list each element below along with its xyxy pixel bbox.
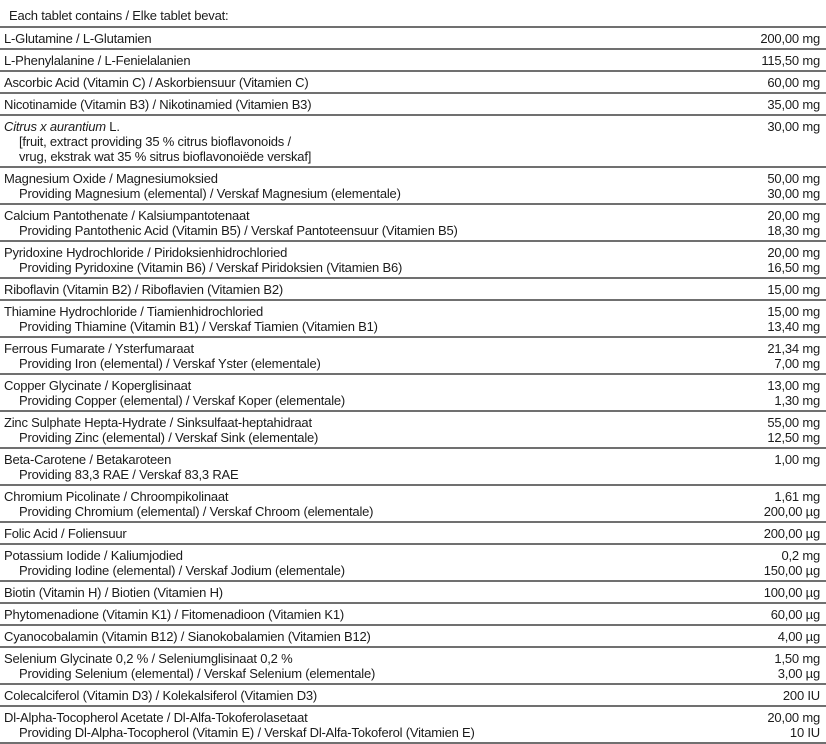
ingredient-line [4, 31, 820, 46]
ingredient-amount: 150,00 µg [763, 562, 820, 578]
ingredient-line [4, 208, 820, 223]
ingredient-subline [4, 467, 820, 482]
table-header [0, 5, 826, 28]
table-row [0, 28, 826, 50]
ingredient-amount: 55,00 mg [767, 414, 820, 430]
ingredient-line [4, 75, 820, 90]
table-row [0, 486, 826, 523]
ingredient-amount: 4,00 µg [777, 628, 820, 644]
table-row [0, 50, 826, 72]
ingredient-name: Beta-Carotene / Betakaroteen [4, 451, 172, 467]
ingredient-name: Citrus x aurantium L. [4, 118, 120, 134]
table-row [0, 205, 826, 242]
ingredient-line [4, 710, 820, 725]
ingredient-line [4, 629, 820, 644]
ingredient-line [4, 304, 820, 319]
ingredient-amount: 13,40 mg [767, 318, 820, 334]
ingredient-name: Nicotinamide (Vitamin B3) / Nikotinamied (Vitamien B3) [4, 96, 312, 112]
ingredient-subline [4, 666, 820, 681]
ingredient-subline [4, 134, 820, 149]
ingredient-amount: 30,00 mg [767, 118, 820, 134]
table-row [0, 279, 826, 301]
ingredient-name: Riboflavin (Vitamin B2) / Riboflavien (Vitamien B2) [4, 281, 284, 297]
ingredient-subline [4, 393, 820, 408]
ingredient-name: Biotin (Vitamin H) / Biotien (Vitamien H) [4, 584, 223, 600]
ingredient-line [4, 688, 820, 703]
ingredient-line [4, 245, 820, 260]
ingredient-amount: 1,00 mg [774, 451, 820, 467]
ingredient-name: Providing Zinc (elemental) / Verskaf Sink (elementale) [19, 429, 319, 445]
ingredient-name: Providing Iron (elemental) / Verskaf Yster (elementale) [19, 355, 321, 371]
table-row [0, 582, 826, 604]
ingredient-amount: 50,00 mg [767, 170, 820, 186]
ingredient-subline [4, 356, 820, 371]
ingredient-amount: 115,50 mg [761, 52, 820, 68]
ingredient-line [4, 171, 820, 186]
ingredient-amount: 60,00 µg [770, 606, 820, 622]
ingredient-amount: 30,00 mg [767, 185, 820, 201]
ingredient-amount: 16,50 mg [767, 259, 820, 275]
ingredient-amount: 60,00 mg [767, 74, 820, 90]
ingredient-line [4, 607, 820, 622]
ingredient-amount: 12,50 mg [767, 429, 820, 445]
ingredient-amount: 15,00 mg [767, 281, 820, 297]
ingredient-subline [4, 186, 820, 201]
ingredient-name: Providing Chromium (elemental) / Verskaf Chroom (elementale) [19, 503, 374, 519]
ingredient-subline [4, 725, 820, 740]
ingredient-name: Thiamine Hydrochloride / Tiamienhidrochloried [4, 303, 264, 319]
ingredient-name: Providing Iodine (elemental) / Verskaf Jodium (elementale) [19, 562, 345, 578]
ingredient-name: L-Phenylalanine / L-Fenielalanien [4, 52, 191, 68]
ingredient-line [4, 651, 820, 666]
ingredient-amount: 7,00 mg [774, 355, 820, 371]
ingredient-name: Zinc Sulphate Hepta-Hydrate / Sinksulfaat-heptahidraat [4, 414, 312, 430]
ingredient-name: Folic Acid / Foliensuur [4, 525, 127, 541]
ingredient-amount: 200 IU [782, 687, 820, 703]
table-row [0, 626, 826, 648]
ingredient-amount: 21,34 mg [767, 340, 820, 356]
ingredient-name: Dl-Alpha-Tocopherol Acetate / Dl-Alfa-Tokoferolasetaat [4, 709, 308, 725]
table-header-label: Each tablet contains / Elke tablet bevat: [9, 8, 229, 23]
ingredient-name: Providing Magnesium (elemental) / Verskaf Magnesium (elementale) [19, 185, 401, 201]
table-row [0, 301, 826, 338]
table-row [0, 604, 826, 626]
ingredient-name: Copper Glycinate / Koperglisinaat [4, 377, 192, 393]
table-row [0, 94, 826, 116]
ingredient-name: Providing Thiamine (Vitamin B1) / Verskaf Tiamien (Vitamien B1) [19, 318, 378, 334]
ingredient-amount: 35,00 mg [767, 96, 820, 112]
ingredient-amount: 200,00 µg [763, 525, 820, 541]
ingredient-line [4, 341, 820, 356]
ingredient-amount: 1,30 mg [774, 392, 820, 408]
ingredient-name: Providing Selenium (elemental) / Verskaf Selenium (elementale) [19, 665, 376, 681]
ingredient-line [4, 97, 820, 112]
ingredient-line [4, 282, 820, 297]
ingredient-amount: 15,00 mg [767, 303, 820, 319]
table-row [0, 72, 826, 94]
ingredient-amount: 0,2 mg [781, 547, 820, 563]
ingredient-amount: 3,00 µg [777, 665, 820, 681]
table-row [0, 523, 826, 545]
ingredient-amount: 1,61 mg [774, 488, 820, 504]
ingredient-line [4, 548, 820, 563]
ingredient-line [4, 452, 820, 467]
ingredients-table [0, 5, 826, 744]
ingredient-name: Ascorbic Acid (Vitamin C) / Askorbiensuur (Vitamien C) [4, 74, 309, 90]
ingredient-subline [4, 504, 820, 519]
ingredient-name: Providing Copper (elemental) / Verskaf Koper (elementale) [19, 392, 346, 408]
ingredient-name: Providing Dl-Alpha-Tocopherol (Vitamin E) / Verskaf Dl-Alfa-Tokoferol (Vitamien E) [19, 724, 475, 740]
ingredient-amount: 200,00 µg [763, 503, 820, 519]
ingredient-amount: 20,00 mg [767, 709, 820, 725]
ingredient-name: Potassium Iodide / Kaliumjodied [4, 547, 183, 563]
ingredient-name: Pyridoxine Hydrochloride / Piridoksienhidrochloried [4, 244, 288, 260]
ingredient-name: vrug, ekstrak wat 35 % sitrus bioflavonoiëde verskaf] [19, 148, 312, 164]
ingredient-amount: 100,00 µg [763, 584, 820, 600]
ingredient-amount: 20,00 mg [767, 207, 820, 223]
table-row [0, 338, 826, 375]
ingredient-amount: 20,00 mg [767, 244, 820, 260]
ingredient-name: Providing Pantothenic Acid (Vitamin B5) / Verskaf Pantoteensuur (Vitamien B5) [19, 222, 458, 238]
ingredient-amount: 200,00 mg [760, 30, 820, 46]
ingredient-line [4, 526, 820, 541]
table-row [0, 116, 826, 168]
ingredient-line [4, 415, 820, 430]
ingredient-latin-name: Citrus x aurantium [4, 118, 106, 134]
table-row [0, 449, 826, 486]
ingredient-line [4, 489, 820, 504]
ingredient-name: L-Glutamine / L-Glutamien [4, 30, 152, 46]
ingredient-name: Magnesium Oxide / Magnesiumoksied [4, 170, 218, 186]
ingredient-amount: 18,30 mg [767, 222, 820, 238]
ingredient-subline [4, 430, 820, 445]
table-row [0, 168, 826, 205]
table-row [0, 648, 826, 685]
ingredient-name: Providing Pyridoxine (Vitamin B6) / Verskaf Piridoksien (Vitamien B6) [19, 259, 403, 275]
table-row [0, 242, 826, 279]
ingredient-amount: 13,00 mg [767, 377, 820, 393]
ingredient-name: Calcium Pantothenate / Kalsiumpantotenaat [4, 207, 250, 223]
ingredient-subline [4, 563, 820, 578]
ingredient-line [4, 53, 820, 68]
ingredient-line [4, 378, 820, 393]
table-row [0, 545, 826, 582]
ingredient-name: Cyanocobalamin (Vitamin B12) / Sianokobalamien (Vitamien B12) [4, 628, 371, 644]
ingredient-line [4, 585, 820, 600]
ingredient-amount: 10 IU [789, 724, 820, 740]
ingredient-line [4, 119, 820, 134]
ingredient-name: Chromium Picolinate / Chroompikolinaat [4, 488, 229, 504]
ingredient-amount: 1,50 mg [774, 650, 820, 666]
ingredient-subline [4, 223, 820, 238]
ingredient-name: Ferrous Fumarate / Ysterfumaraat [4, 340, 194, 356]
table-row [0, 375, 826, 412]
ingredient-subline [4, 260, 820, 275]
table-row [0, 685, 826, 707]
ingredient-subline [4, 149, 820, 164]
table-row [0, 412, 826, 449]
ingredient-name: Selenium Glycinate 0,2 % / Seleniumglisinaat 0,2 % [4, 650, 293, 666]
table-body [0, 28, 826, 744]
ingredient-name: Colecalciferol (Vitamin D3) / Kolekalsiferol (Vitamien D3) [4, 687, 318, 703]
ingredient-subline [4, 319, 820, 334]
ingredient-name: [fruit, extract providing 35 % citrus bioflavonoids / [19, 133, 291, 149]
ingredient-name: Providing 83,3 RAE / Verskaf 83,3 RAE [19, 466, 239, 482]
ingredient-name: Phytomenadione (Vitamin K1) / Fitomenadioon (Vitamien K1) [4, 606, 345, 622]
table-row [0, 707, 826, 744]
